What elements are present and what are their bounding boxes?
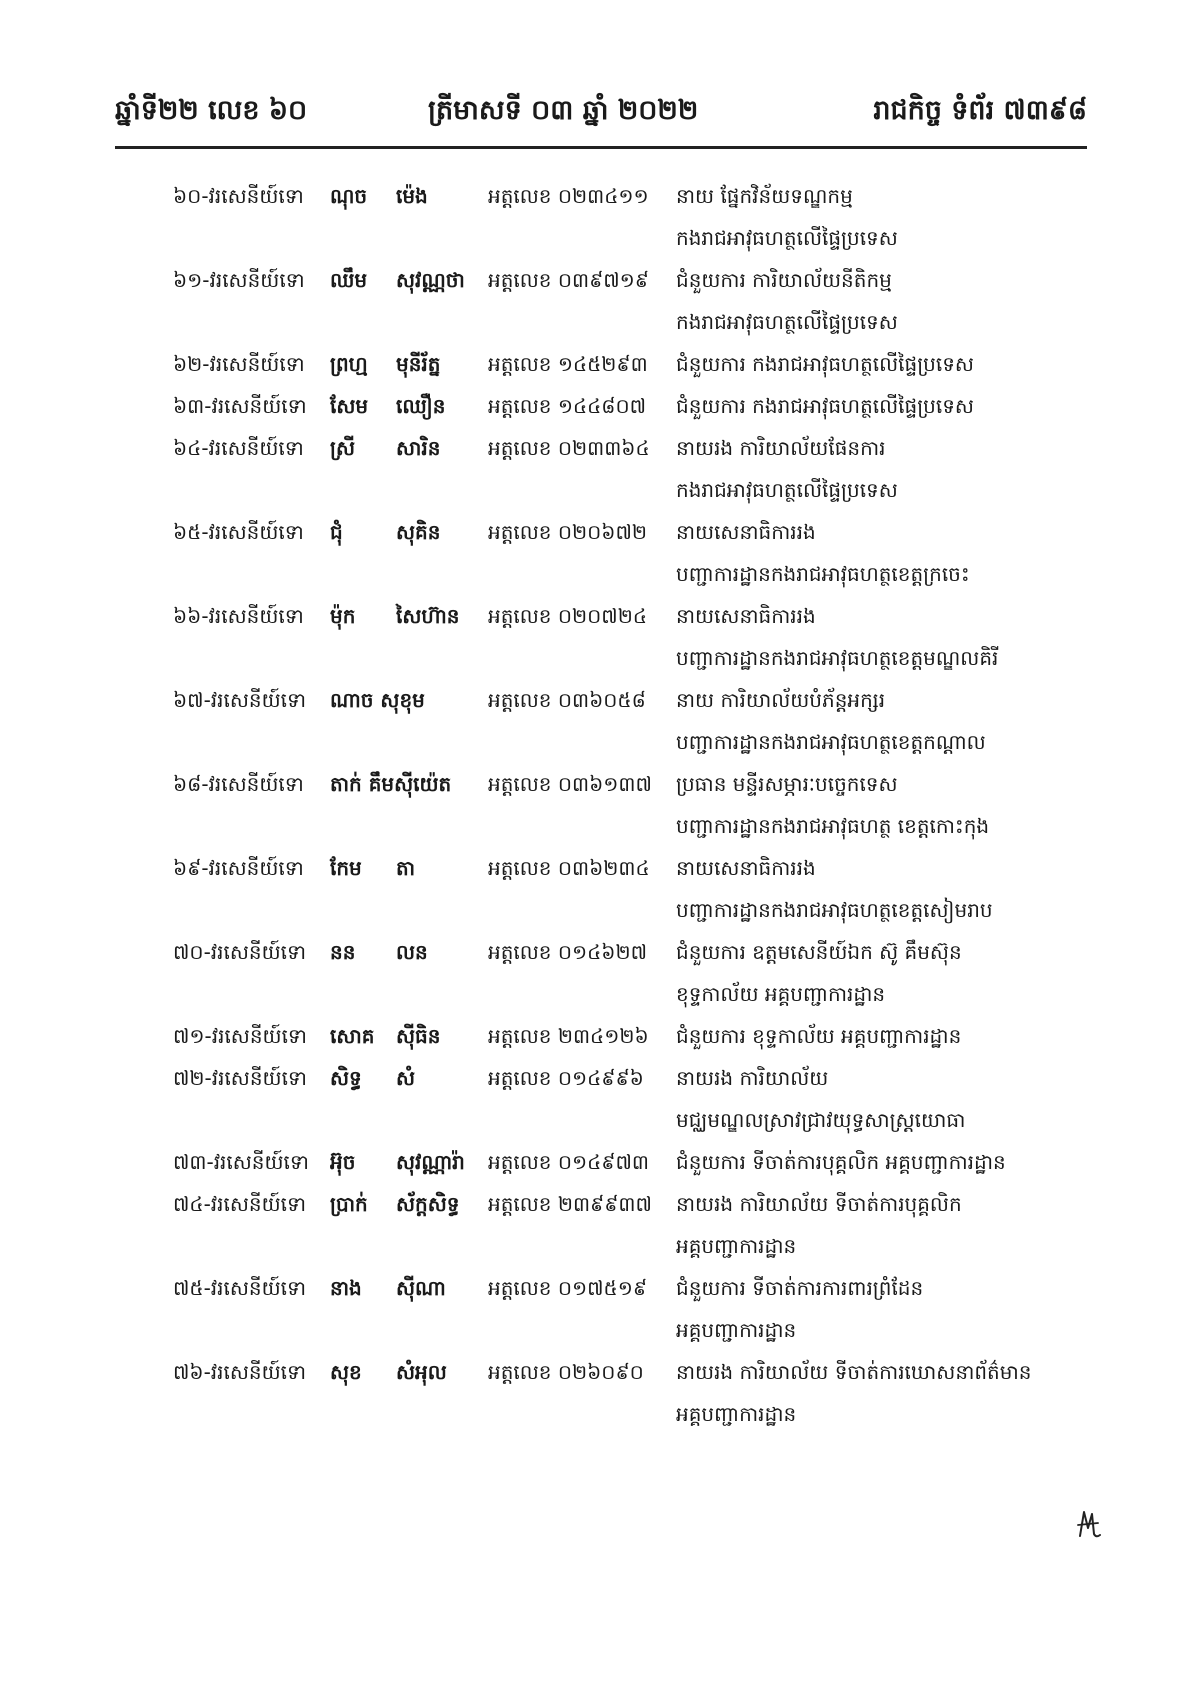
entry-position: នាយសេនាធិការរង (676, 520, 816, 544)
entry-main-line (0, 386, 1191, 428)
entry-surname: នន (330, 940, 356, 964)
entry-position: នាយរង ការិយាល័យ ទីចាត់ការបុគ្គលិក (676, 1192, 962, 1216)
entry-surname: ឈឹម (330, 268, 368, 292)
entry-main-line (0, 512, 1191, 554)
entry-surname: ណុច (330, 184, 368, 208)
entry-unit: កងរាជអាវុធហត្ថលើផ្ទៃប្រទេស (676, 226, 898, 250)
entry-position: នាយ ផ្នែកវិន័យទណ្ឌកម្ម (676, 184, 853, 208)
entry-given-name: សំអុល (396, 1360, 447, 1384)
entry-rank: ៦៧-វរសេនីយ៍ទោ (173, 688, 306, 712)
entry-rank: ៦៥-វរសេនីយ៍ទោ (173, 520, 304, 544)
entry-unit: បញ្ជាការដ្ឋានកងរាជអាវុធហត្ថខេត្តសៀមរាប (676, 898, 993, 922)
entry-rank: ៧១-វរសេនីយ៍ទោ (173, 1024, 307, 1048)
entry-given-name: តា (396, 856, 416, 880)
entry-given-name: លន (396, 940, 428, 964)
list-item (0, 1016, 1191, 1058)
entry-main-line (0, 260, 1191, 302)
entry-id-number: អត្តលេខ ១៤៥២៩៣ (488, 352, 648, 376)
list-item (0, 1142, 1191, 1184)
entry-surname: តាក់ គឹមស៊ីយ៉េត (330, 772, 452, 796)
entry-main-line (0, 596, 1191, 638)
list-item (0, 512, 1191, 596)
entry-unit: បញ្ជាការដ្ឋានកងរាជអាវុធហត្ថ ខេត្តកោះកុង (676, 814, 990, 838)
entry-rank: ៧០-វរសេនីយ៍ទោ (173, 940, 306, 964)
entry-surname: នាង (330, 1276, 362, 1300)
entry-given-name: ម៉េង (396, 184, 428, 208)
entry-rank: ៦០-វរសេនីយ៍ទោ (173, 184, 304, 208)
entry-rank: ៧២-វរសេនីយ៍ទោ (173, 1066, 307, 1090)
entry-rank: ៧៤-វរសេនីយ៍ទោ (173, 1192, 306, 1216)
entry-surname: សិទ្ធ (330, 1066, 362, 1090)
entry-main-line (0, 428, 1191, 470)
entry-unit: មជ្ឈមណ្ឌលស្រាវជ្រាវយុទ្ធសាស្ត្រយោធា (676, 1108, 966, 1132)
entry-id-number: អត្តលេខ ០២៣៤១១ (488, 184, 649, 208)
entry-continuation-line (0, 974, 1191, 1016)
entry-given-name: ស៊ីធិន (396, 1024, 441, 1048)
entry-continuation-line (0, 470, 1191, 512)
entry-rank: ៦១-វរសេនីយ៍ទោ (173, 268, 305, 292)
entry-position: នាយរង ការិយាល័យ ទីចាត់ការឃោសនាព័ត៌មាន (676, 1360, 1032, 1384)
entry-given-name: សារិន (396, 436, 441, 460)
gazette-issue: ឆ្នាំទី២២ លេខ ៦០ (115, 95, 308, 126)
entry-unit: កងរាជអាវុធហត្ថលើផ្ទៃប្រទេស (676, 478, 898, 502)
entry-id-number: អត្តលេខ ០២០៧២៤ (488, 604, 647, 628)
entry-surname: ម៉ុក (330, 604, 356, 628)
entry-id-number: អត្តលេខ ០១៤៩៩៦ (488, 1066, 644, 1090)
list-item (0, 260, 1191, 344)
entry-position: ជំនួយការ ខុទ្ទកាល័យ អគ្គបញ្ជាការដ្ឋាន (676, 1024, 962, 1048)
entry-continuation-line (0, 1394, 1191, 1436)
entry-position: នាយរង ការិយាល័យ (676, 1066, 829, 1090)
list-item (0, 848, 1191, 932)
signature-mark (1075, 1508, 1103, 1540)
entry-surname: ជុំ (330, 520, 343, 544)
entry-position: ជំនួយការ ការិយាល័យនីតិកម្ម (676, 268, 892, 292)
list-item (0, 1352, 1191, 1436)
entry-position: នាយរង ការិយាល័យផែនការ (676, 436, 886, 460)
list-item (0, 428, 1191, 512)
entry-rank: ៦៣-វរសេនីយ៍ទោ (173, 394, 307, 418)
entry-surname: ណាច សុខុម (330, 688, 425, 712)
entry-position: ជំនួយការ ឧត្ដមសេនីយ៍ឯក ស៊ូ គឹមស៊ុន (676, 940, 962, 964)
list-item (0, 1184, 1191, 1268)
entry-surname: ស្រី (330, 436, 355, 460)
entry-id-number: អត្តលេខ ០៣៦១៣៧ (488, 772, 652, 796)
entry-surname: អ៊ុច (330, 1150, 356, 1174)
entry-continuation-line (0, 1226, 1191, 1268)
entry-continuation-line (0, 806, 1191, 848)
entry-rank: ៧៥-វរសេនីយ៍ទោ (173, 1276, 306, 1300)
entry-id-number: អត្តលេខ ០២៦០៩០ (488, 1360, 644, 1384)
entry-id-number: អត្តលេខ ០១៧៥១៩ (488, 1276, 647, 1300)
entry-position: នាយ ការិយាល័យបំភ័ន្តអក្សរ (676, 688, 886, 712)
entry-rank: ៧៣-វរសេនីយ៍ទោ (173, 1150, 309, 1174)
entry-rank: ៦៤-វរសេនីយ៍ទោ (173, 436, 304, 460)
entry-main-line (0, 1016, 1191, 1058)
entry-id-number: អត្តលេខ ០២៣៣៦៤ (488, 436, 650, 460)
entry-id-number: អត្តលេខ ០៣៦០៥៨ (488, 688, 646, 712)
entry-unit: អគ្គបញ្ជាការដ្ឋាន (676, 1318, 797, 1342)
entry-given-name: មុនីរ័ត្ន (396, 352, 441, 376)
entry-main-line (0, 344, 1191, 386)
entry-id-number: អត្តលេខ ០១៤៩៧៣ (488, 1150, 649, 1174)
list-item (0, 1058, 1191, 1142)
entry-rank: ៦៦-វរសេនីយ៍ទោ (173, 604, 304, 628)
gazette-page-number: រាជកិច្ច ទំព័រ ៧៣៩៨ (873, 95, 1087, 126)
entry-surname: ព្រហ្ម (330, 352, 368, 376)
list-item (0, 344, 1191, 386)
entry-surname: សោគ (330, 1024, 375, 1048)
entry-main-line (0, 848, 1191, 890)
entry-position: ប្រធាន មន្ទីរសម្ភារៈបច្ចេកទេស (676, 772, 898, 796)
entry-main-line (0, 1268, 1191, 1310)
entry-id-number: អត្តលេខ ០១៤៦២៧ (488, 940, 647, 964)
entry-continuation-line (0, 218, 1191, 260)
entry-position: ជំនួយការ កងរាជអាវុធហត្ថលើផ្ទៃប្រទេស (676, 352, 974, 376)
entry-main-line (0, 932, 1191, 974)
entry-given-name: សុគិន (396, 520, 441, 544)
list-item (0, 176, 1191, 260)
entry-unit: អគ្គបញ្ជាការដ្ឋាន (676, 1234, 797, 1258)
entry-continuation-line (0, 722, 1191, 764)
entry-position: នាយសេនាធិការរង (676, 604, 816, 628)
entry-continuation-line (0, 638, 1191, 680)
list-item (0, 932, 1191, 1016)
entry-unit: ខុទ្ទកាល័យ អគ្គបញ្ជាការដ្ឋាន (676, 982, 886, 1006)
entry-surname: ប្រាក់ (330, 1192, 368, 1216)
entry-continuation-line (0, 1100, 1191, 1142)
entry-position: ជំនួយការ ទីចាត់ការការពារព្រំដែន (676, 1276, 924, 1300)
page-header (115, 86, 1087, 138)
header-divider (115, 146, 1087, 149)
entry-surname: កែម (330, 856, 362, 880)
entry-given-name: សុវណ្ណារ៉ា (396, 1150, 465, 1174)
entry-surname: សែម (330, 394, 369, 418)
entry-given-name: សំ (396, 1066, 416, 1090)
entry-unit: អគ្គបញ្ជាការដ្ឋាន (676, 1402, 797, 1426)
list-item (0, 680, 1191, 764)
entry-main-line (0, 764, 1191, 806)
entry-main-line (0, 176, 1191, 218)
entry-unit: កងរាជអាវុធហត្ថលើផ្ទៃប្រទេស (676, 310, 898, 334)
entry-id-number: អត្តលេខ ២៣៩៩៣៧ (488, 1192, 652, 1216)
entry-position: ជំនួយការ ទីចាត់ការបុគ្គលិក អគ្គបញ្ជាការដ្ឋាន (676, 1150, 1006, 1174)
entry-continuation-line (0, 302, 1191, 344)
entry-continuation-line (0, 1310, 1191, 1352)
entry-main-line (0, 1352, 1191, 1394)
entry-position: ជំនួយការ កងរាជអាវុធហត្ថលើផ្ទៃប្រទេស (676, 394, 974, 418)
entry-id-number: អត្តលេខ ០៣៩៧១៩ (488, 268, 649, 292)
entry-rank: ៦៩-វរសេនីយ៍ទោ (173, 856, 304, 880)
entry-unit: បញ្ជាការដ្ឋានកងរាជអាវុធហត្ថខេត្តក្រចេះ (676, 562, 970, 586)
entry-rank: ៧៦-វរសេនីយ៍ទោ (173, 1360, 306, 1384)
entry-given-name: សុវណ្ណថា (396, 268, 465, 292)
entry-given-name: សៃហ៊ាន (396, 604, 460, 628)
entry-main-line (0, 680, 1191, 722)
entry-continuation-line (0, 890, 1191, 932)
list-item (0, 596, 1191, 680)
entry-surname: សុខ (330, 1360, 362, 1384)
entry-id-number: អត្តលេខ ១៤៤៨០៧ (488, 394, 647, 418)
entry-main-line (0, 1184, 1191, 1226)
entry-unit: បញ្ជាការដ្ឋានកងរាជអាវុធហត្ថខេត្តកណ្ដាល (676, 730, 986, 754)
entry-given-name: ឈឿន (396, 394, 446, 418)
entry-continuation-line (0, 554, 1191, 596)
entry-main-line (0, 1058, 1191, 1100)
list-item (0, 1268, 1191, 1352)
entry-given-name: ស័ក្ដសិទ្ធ (396, 1192, 460, 1216)
entry-id-number: អត្តលេខ ២៣៤១២៦ (488, 1024, 649, 1048)
entry-main-line (0, 1142, 1191, 1184)
list-item (0, 764, 1191, 848)
appointment-list (0, 176, 1191, 1436)
entry-unit: បញ្ជាការដ្ឋានកងរាជអាវុធហត្ថខេត្តមណ្ឌលគិរី (676, 646, 999, 670)
entry-position: នាយសេនាធិការរង (676, 856, 816, 880)
entry-rank: ៦៨-វរសេនីយ៍ទោ (173, 772, 304, 796)
gazette-quarter: ត្រីមាសទី ០៣ ឆ្នាំ ២០២២ (428, 95, 699, 126)
entry-rank: ៦២-វរសេនីយ៍ទោ (173, 352, 305, 376)
list-item (0, 386, 1191, 428)
entry-given-name: ស៊ីណា (396, 1276, 446, 1300)
entry-id-number: អត្តលេខ ០២០៦៧២ (488, 520, 647, 544)
entry-id-number: អត្តលេខ ០៣៦២៣៤ (488, 856, 650, 880)
